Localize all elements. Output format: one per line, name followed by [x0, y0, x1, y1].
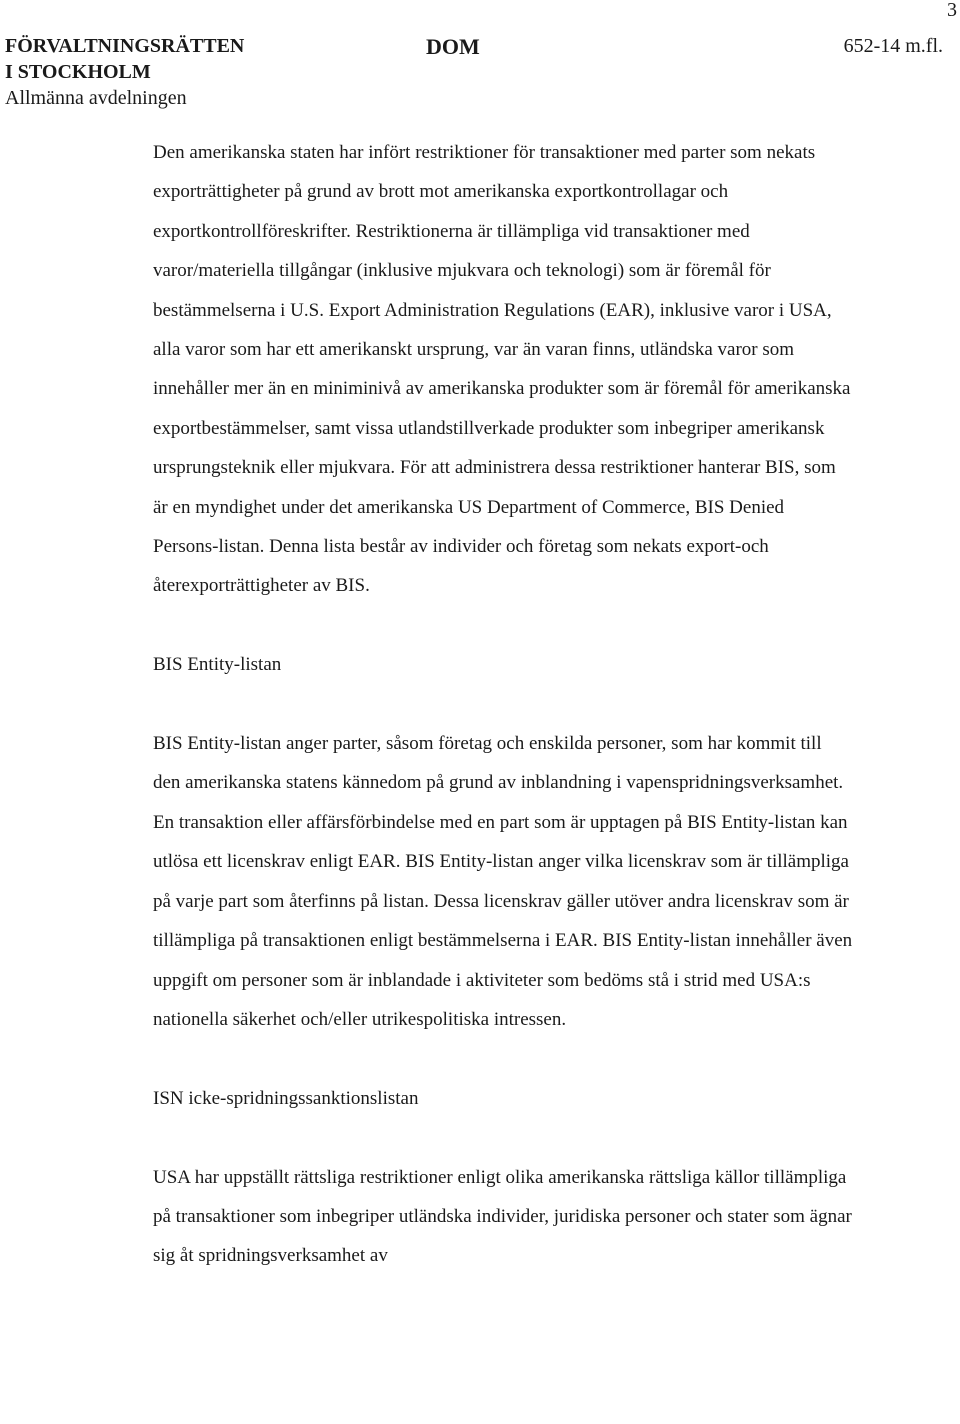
spacer [153, 1118, 853, 1157]
page-number: 3 [947, 0, 957, 21]
paragraph-bis-entity-list: BIS Entity-listan anger parter, såsom företag och enskilda personer, som har kommit till den amerikanska statens kännedom på grund av inblandning i vapenspridningsverksamhet. En transaktion eller affärsförbindelse med en part som är upptagen på BIS Entity-listan kan utlösa ett licenskrav enligt EAR. BIS Entity-listan anger vilka licenskrav som är tillämpliga på varje part som återfinns på listan. Dessa licenskrav gäller utöver andra licenskrav som är tillämpliga på transaktionen enligt bestämmelserna i EAR. BIS Entity-listan innehåller även uppgift om personer som är inblandade i aktiviteter som bedöms stå i strid med USA:s nationella säkerhet och/eller utrikespolitiska intressen. [153, 733, 853, 1030]
court-name-line-2: I STOCKHOLM [5, 61, 151, 83]
spacer [153, 685, 853, 724]
case-number: 652-14 m.fl. [843, 35, 943, 57]
section-heading-isn-sanctions-list: ISN icke-spridningssanktionslistan [153, 1087, 419, 1109]
court-name [5, 33, 244, 111]
court-division: Allmänna avdelningen [5, 87, 187, 109]
section-heading-bis-entity-list: BIS Entity-listan [153, 654, 282, 676]
spacer [153, 1039, 853, 1078]
paragraph-isn-sanctions: USA har uppställt rättsliga restriktioner enligt olika amerikanska rättsliga källor tillämpliga på transaktioner som inbegriper utländska individer, juridiska personer och stater som ägnar sig åt spridningsverksamhet av [153, 1166, 852, 1267]
document-header [5, 33, 943, 113]
court-name-line-1: FÖRVALTNINGSRÄTTEN [5, 35, 245, 57]
paragraph-restrictions: Den amerikanska staten har infört restriktioner för transaktioner med parter som nekats exporträttigheter på grund av brott mot amerikanska exportkontrollagar och exportkontrollföreskrifter. Restriktionerna är tillämpliga vid transaktioner med varor/materiella tillgångar (inklusive mjukvara och teknologi) som är föremål för bestämmelserna i U.S. Export Administration Regulations (EAR), inklusive varor i USA, alla varor som har ett amerikanskt ursprung, var än varan finns, utländska varor som innehåller mer än en miniminivå av amerikanska produkter som är föremål för amerikanska exportbestämmelser, samt vissa utlandstillverkade produkter som inbegriper amerikansk ursprungsteknik eller mjukvara. För att administrera dessa restriktioner hanterar BIS, som är en myndighet under det amerikanska US Department of Commerce, BIS Denied Persons-listan. Denna lista består av individer och företag som nekats export-och återexporträttigheter av BIS. [153, 142, 851, 597]
document-type: DOM [426, 34, 480, 59]
document-body [153, 133, 853, 1276]
spacer [153, 606, 853, 645]
